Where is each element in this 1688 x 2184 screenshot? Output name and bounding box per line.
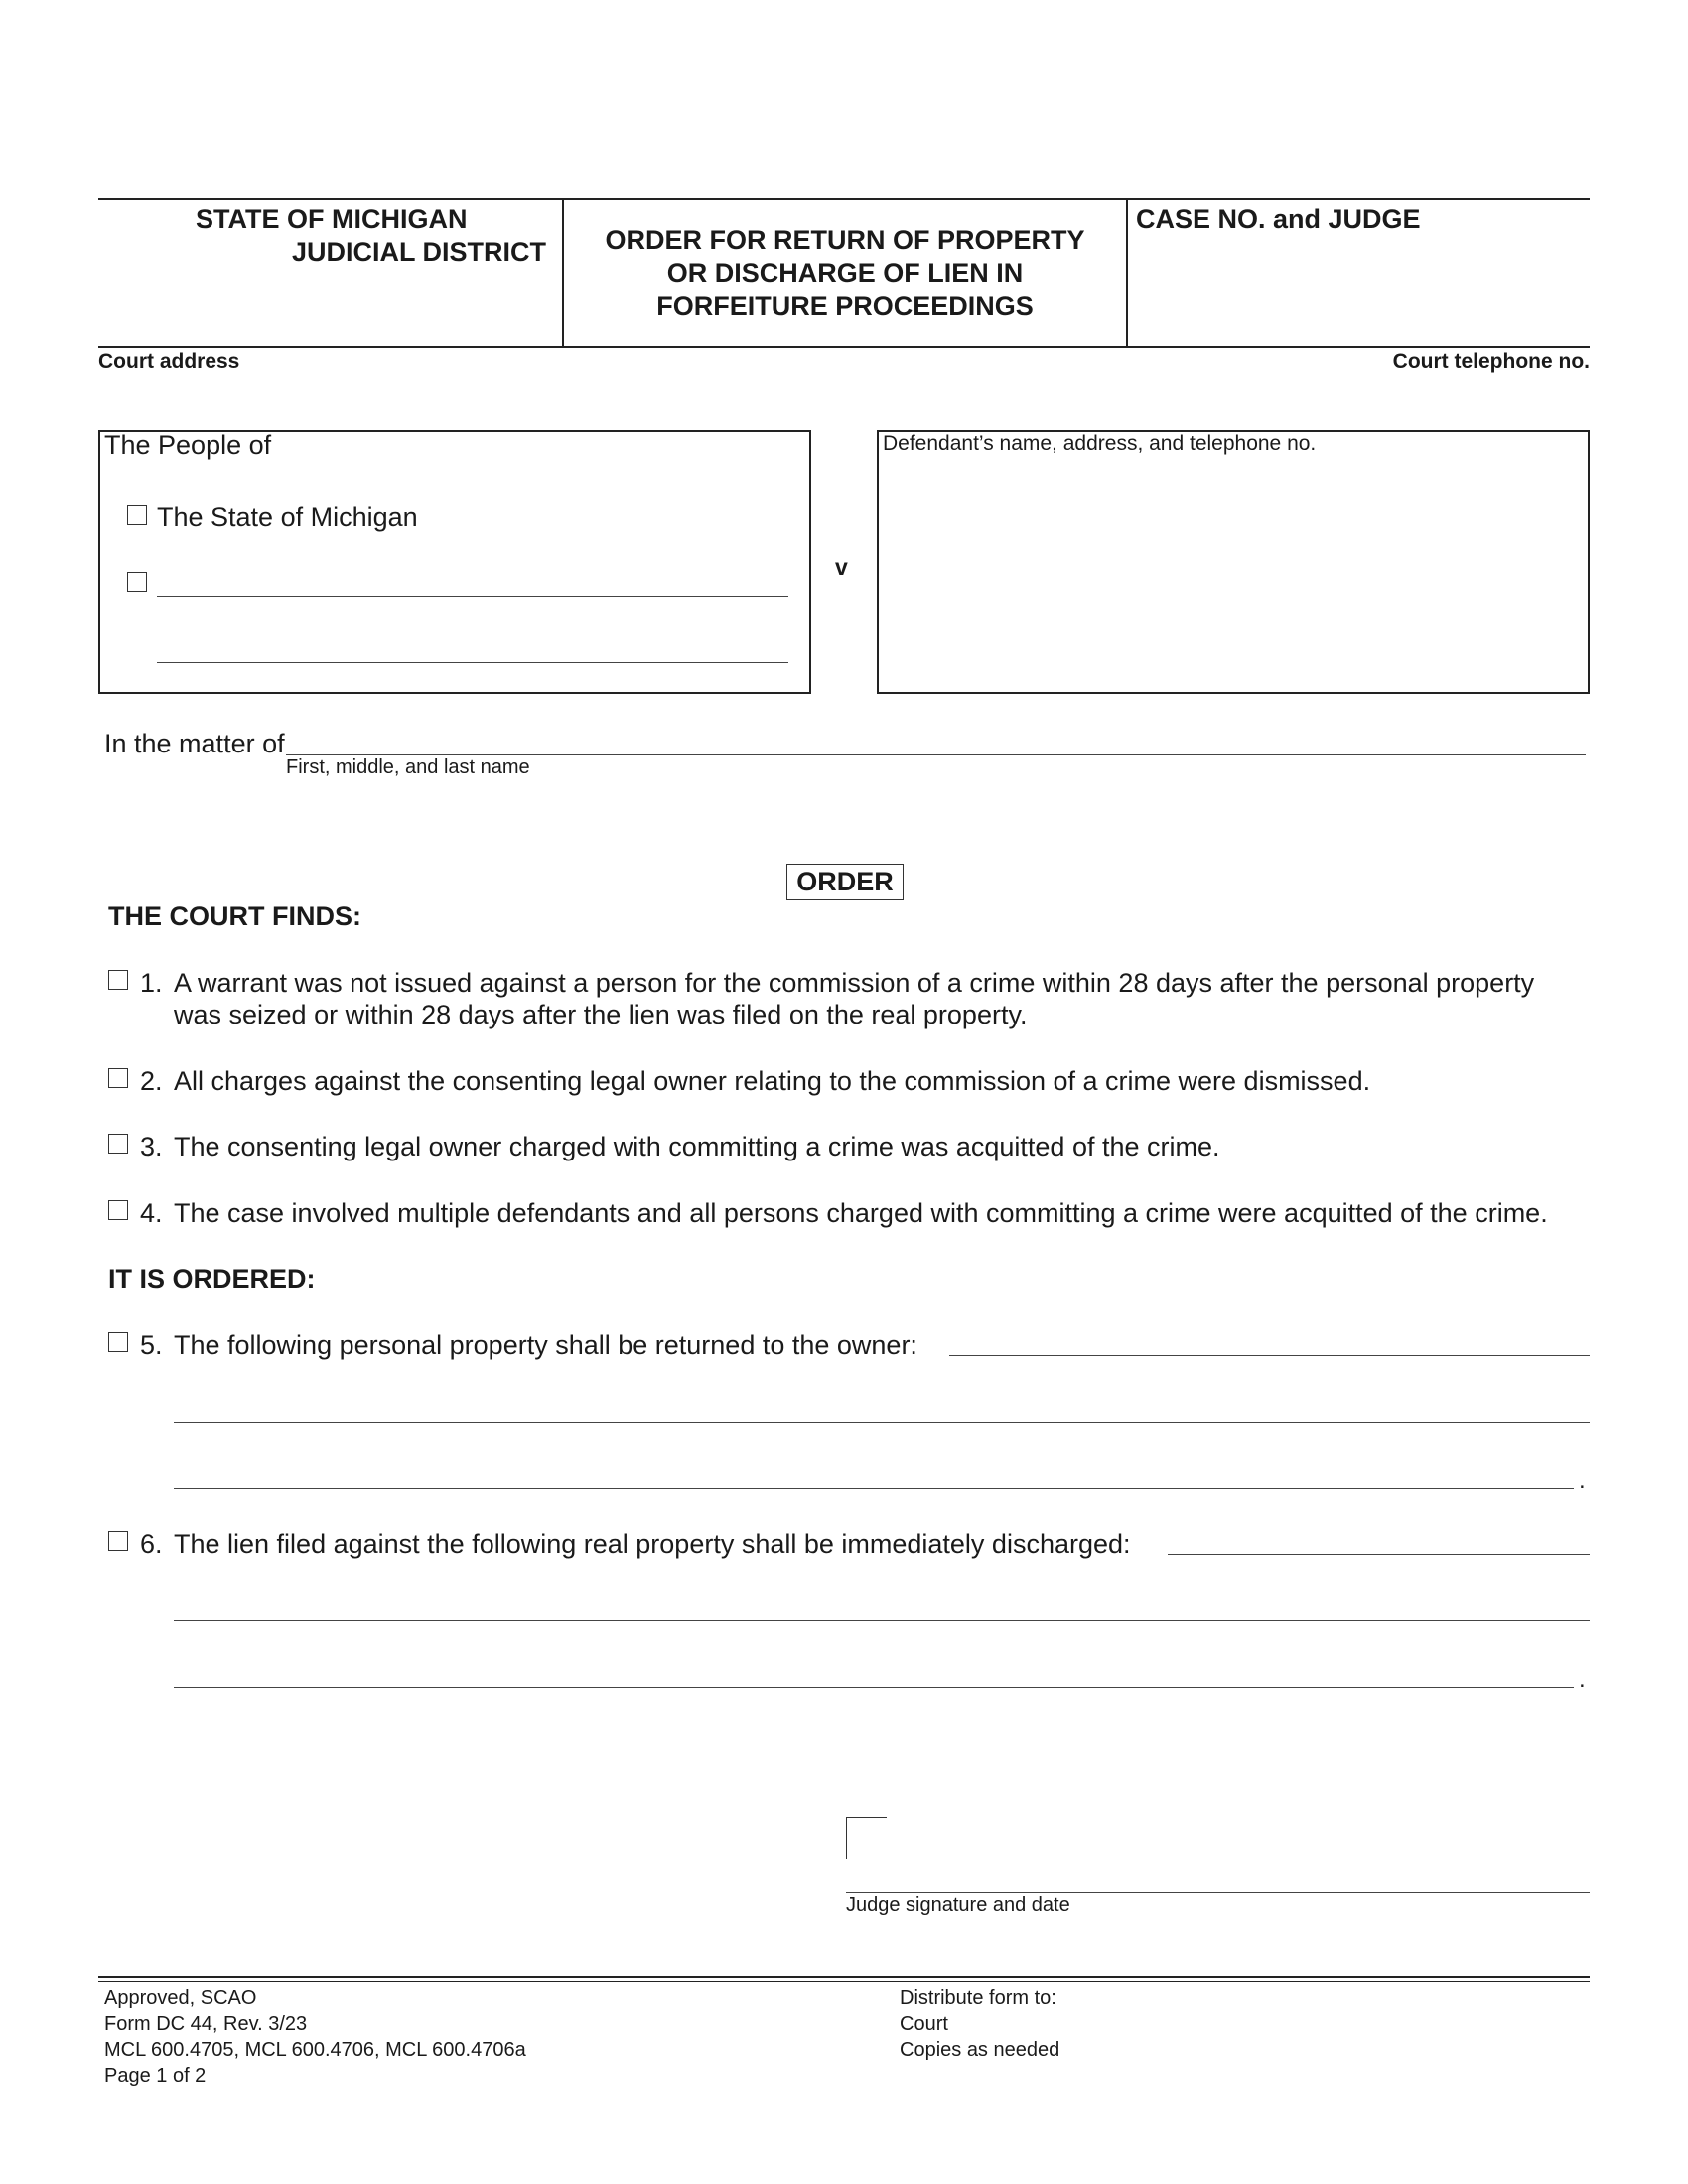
- order-6-text: The lien filed against the following real property shall be immediately discharged:: [174, 1529, 1131, 1559]
- order-6-number: 6.: [140, 1529, 163, 1559]
- order-5-number: 5.: [140, 1330, 163, 1360]
- finding-1-text-line-2: was seized or within 28 days after the lien was filed on the real property.: [174, 1000, 1028, 1029]
- court-address-label: Court address: [98, 350, 240, 373]
- judge-signature-line[interactable]: [846, 1892, 1590, 1893]
- finding-1-number: 1.: [140, 968, 163, 998]
- finding-2-text: All charges against the consenting legal owner relating to the commission of a crime were dismissed.: [174, 1066, 1371, 1096]
- footer-right: [900, 1985, 1059, 2063]
- order-heading: ORDER: [786, 864, 904, 900]
- defendant-label: Defendant’s name, address, and telephone no.: [883, 432, 1317, 455]
- finding-4-text: The case involved multiple defendants and all persons charged with committing a crime were acquitted of the crime.: [174, 1198, 1548, 1228]
- findings-heading: THE COURT FINDS:: [108, 901, 361, 931]
- order-6-line-1[interactable]: [1168, 1554, 1590, 1555]
- header-bottom-rule: [98, 346, 1590, 348]
- order-5-text: The following personal property shall be returned to the owner:: [174, 1330, 917, 1360]
- order-6-line-2[interactable]: [174, 1620, 1590, 1621]
- form-title: [564, 224, 1126, 323]
- ordered-heading: IT IS ORDERED:: [108, 1264, 316, 1294]
- district-label: JUDICIAL DISTRICT: [292, 237, 547, 267]
- matter-label: In the matter of: [104, 729, 285, 758]
- footer-distribute: Distribute form to:: [900, 1987, 1056, 2009]
- finding-3-checkbox[interactable]: [108, 1134, 128, 1154]
- order-6-checkbox[interactable]: [108, 1531, 128, 1551]
- order-5-line-1[interactable]: [949, 1355, 1590, 1356]
- other-plaintiff-checkbox[interactable]: [127, 572, 147, 592]
- finding-3-number: 3.: [140, 1132, 163, 1161]
- state-label: STATE OF MICHIGAN: [196, 205, 468, 234]
- footer-rule-top: [98, 1976, 1590, 1978]
- case-no-label: CASE NO. and JUDGE: [1136, 205, 1421, 234]
- footer-form-number: Form DC 44, Rev. 3/23: [104, 2013, 308, 2035]
- judge-signature-label: Judge signature and date: [846, 1894, 1070, 1916]
- footer-rule-bottom: [98, 1981, 1590, 1982]
- finding-4-number: 4.: [140, 1198, 163, 1228]
- finding-3-text: The consenting legal owner charged with committing a crime was acquitted of the crime.: [174, 1132, 1220, 1161]
- other-plaintiff-line-1[interactable]: [157, 596, 788, 597]
- matter-sublabel: First, middle, and last name: [286, 756, 530, 778]
- order-5-end-period: .: [1579, 1467, 1586, 1494]
- order-6-end-period: .: [1579, 1666, 1586, 1693]
- state-of-michigan-checkbox[interactable]: [127, 505, 147, 525]
- order-5-line-2[interactable]: [174, 1422, 1590, 1423]
- court-phone-label: Court telephone no.: [1392, 350, 1590, 373]
- case-no-field[interactable]: [1132, 243, 1584, 342]
- form-title-line-1: ORDER FOR RETURN OF PROPERTY: [605, 225, 1085, 255]
- finding-1-checkbox[interactable]: [108, 970, 128, 990]
- seal-corner-mark: [846, 1817, 887, 1859]
- footer-copies: Copies as needed: [900, 2039, 1060, 2061]
- footer-mcl: MCL 600.4705, MCL 600.4706, MCL 600.4706a: [104, 2039, 526, 2061]
- finding-1-text-line-1: A warrant was not issued against a person for the commission of a crime within 28 days after the personal property: [174, 968, 1535, 998]
- form-title-line-3: FORFEITURE PROCEEDINGS: [656, 291, 1034, 321]
- footer-court: Court: [900, 2013, 948, 2035]
- order-5-line-3[interactable]: [174, 1488, 1574, 1489]
- order-6-line-3[interactable]: [174, 1687, 1574, 1688]
- footer-page: Page 1 of 2: [104, 2065, 207, 2087]
- versus-label: v: [835, 554, 848, 580]
- footer-approved: Approved, SCAO: [104, 1987, 257, 2009]
- form-title-line-2: OR DISCHARGE OF LIEN IN: [666, 258, 1024, 288]
- header-divider-2: [1126, 198, 1128, 347]
- header-top-rule: [98, 198, 1590, 200]
- finding-2-checkbox[interactable]: [108, 1068, 128, 1088]
- people-of-label: The People of: [104, 430, 272, 460]
- defendant-box[interactable]: [877, 430, 1590, 694]
- finding-4-checkbox[interactable]: [108, 1200, 128, 1220]
- plaintiff-box: [98, 430, 811, 694]
- state-of-michigan-label: The State of Michigan: [157, 502, 418, 532]
- order-5-checkbox[interactable]: [108, 1332, 128, 1352]
- other-plaintiff-line-2[interactable]: [157, 662, 788, 663]
- finding-2-number: 2.: [140, 1066, 163, 1096]
- footer-left: [104, 1985, 526, 2089]
- matter-name-line[interactable]: [286, 754, 1586, 755]
